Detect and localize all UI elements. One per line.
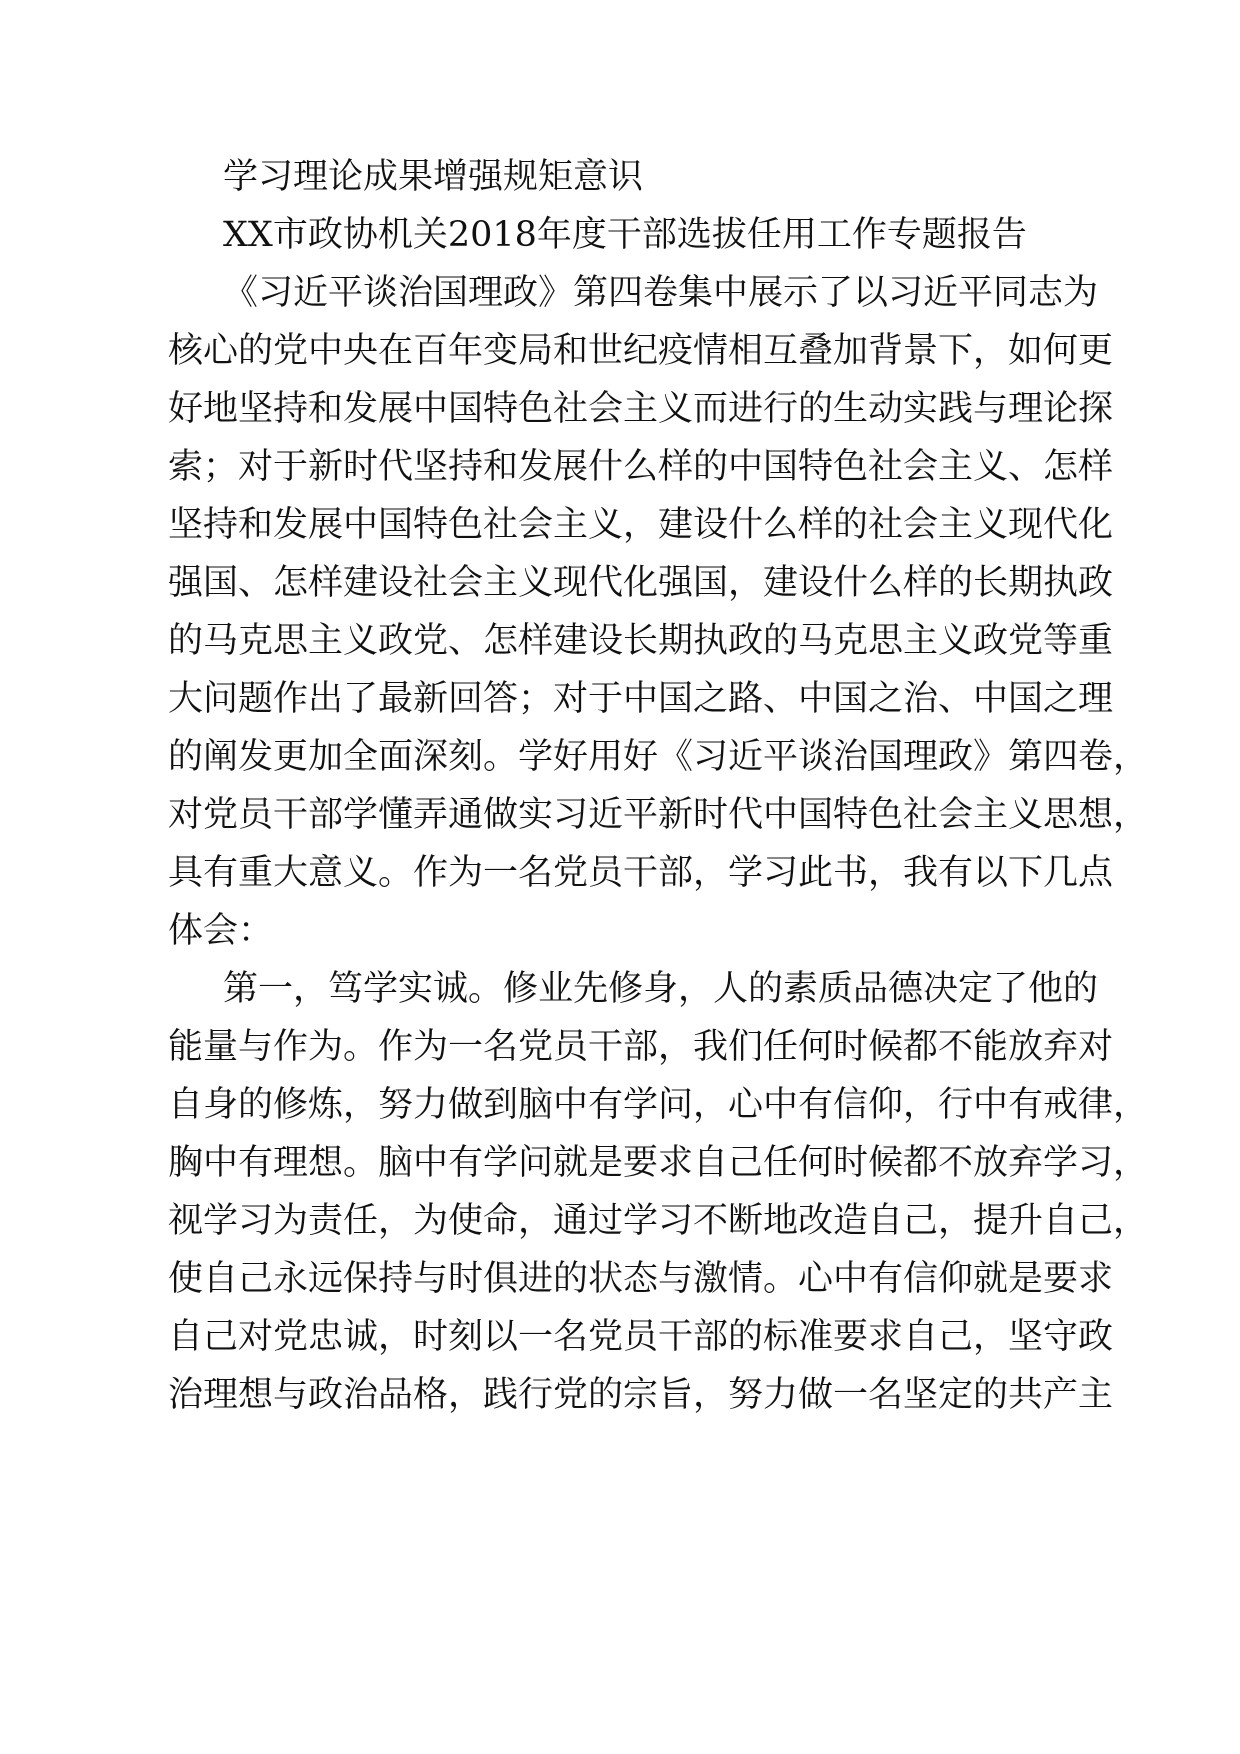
document-title: 学习理论成果增强规矩意识 xyxy=(223,157,644,197)
paragraph-line: 使自己永远保持与时俱进的状态与激情。心中有信仰就是要求 xyxy=(168,1259,1114,1299)
paragraph-line: 的阐发更加全面深刻。学好用好《习近平谈治国理政》第四卷， xyxy=(168,737,1149,777)
paragraph-line: 视学习为责任，为使命，通过学习不断地改造自己，提升自己， xyxy=(168,1201,1149,1241)
paragraph-line: 自己对党忠诚，时刻以一名党员干部的标准要求自己，坚守政 xyxy=(168,1317,1114,1357)
paragraph-line: 大问题作出了最新回答；对于中国之路、中国之治、中国之理 xyxy=(168,679,1114,719)
paragraph-line: 具有重大意义。作为一名党员干部，学习此书，我有以下几点 xyxy=(168,853,1114,893)
paragraph-line: 对党员干部学懂弄通做实习近平新时代中国特色社会主义思想， xyxy=(168,795,1149,835)
document-subtitle: XX市政协机关2018年度干部选拔任用工作专题报告 xyxy=(223,215,1027,255)
paragraph-line: 治理想与政治品格，践行党的宗旨，努力做一名坚定的共产主 xyxy=(168,1375,1114,1415)
paragraph-line: 《习近平谈治国理政》第四卷集中展示了以习近平同志为 xyxy=(223,273,1099,313)
paragraph-line: 体会： xyxy=(168,911,274,951)
paragraph-line: 能量与作为。作为一名党员干部，我们任何时候都不能放弃对 xyxy=(168,1027,1114,1067)
paragraph-line: 索；对于新时代坚持和发展什么样的中国特色社会主义、怎样 xyxy=(168,447,1114,487)
paragraph-line: 好地坚持和发展中国特色社会主义而进行的生动实践与理论探 xyxy=(168,389,1114,429)
paragraph-line: 第一，笃学实诚。修业先修身，人的素质品德决定了他的 xyxy=(223,969,1099,1009)
paragraph-line: 强国、怎样建设社会主义现代化强国，建设什么样的长期执政 xyxy=(168,563,1114,603)
paragraph-line: 核心的党中央在百年变局和世纪疫情相互叠加背景下，如何更 xyxy=(168,331,1114,371)
paragraph-line: 自身的修炼，努力做到脑中有学问，心中有信仰，行中有戒律， xyxy=(168,1085,1149,1125)
paragraph-line: 胸中有理想。脑中有学问就是要求自己任何时候都不放弃学习， xyxy=(168,1143,1149,1183)
paragraph-line: 的马克思主义政党、怎样建设长期执政的马克思主义政党等重 xyxy=(168,621,1114,661)
paragraph-line: 坚持和发展中国特色社会主义，建设什么样的社会主义现代化 xyxy=(168,505,1114,545)
